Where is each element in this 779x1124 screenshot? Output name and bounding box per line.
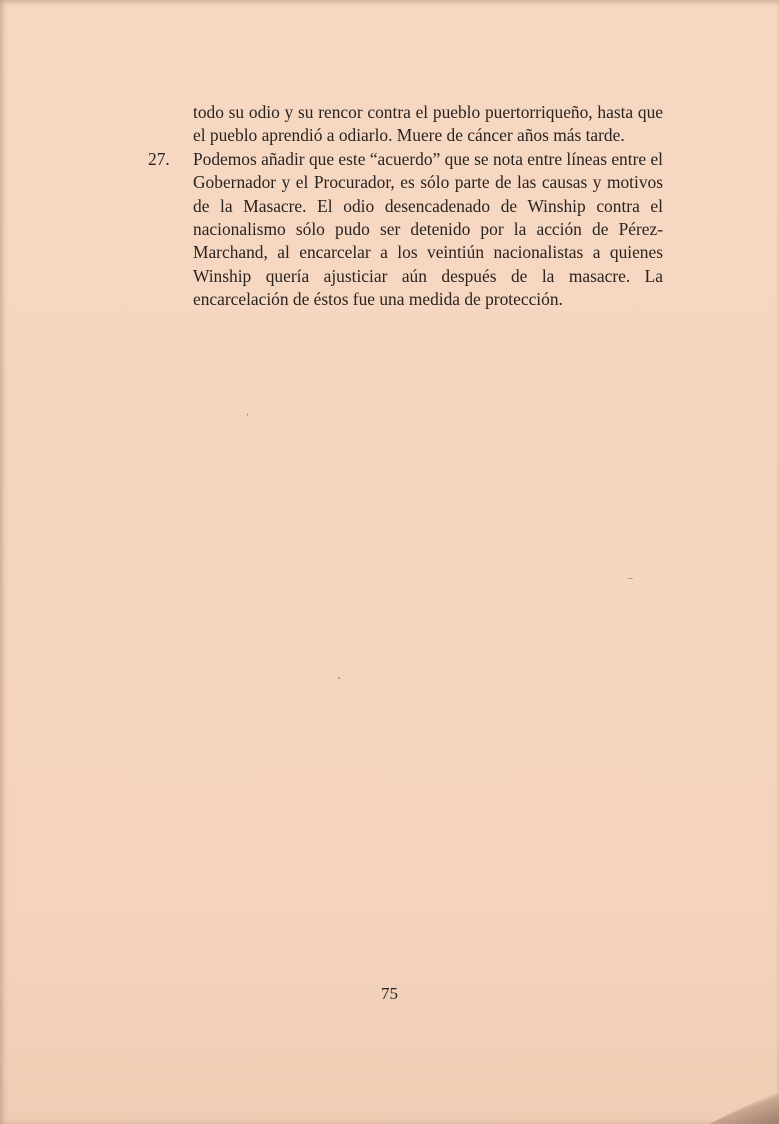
footnote-number: 27. [148,148,170,169]
page-body [148,101,663,312]
continued-paragraph: todo su odio y su rencor contra el pueblo puertorriqueño, hasta que el pueblo aprendió a odiarlo. Muere de cáncer años más tarde. [193,102,663,146]
paper-corner-curl [709,1090,779,1124]
page-number: 75 [381,984,398,1003]
footnote-item [148,148,663,312]
paper-speck [628,578,633,579]
footnote-text: Podemos añadir que este “acuerdo” que se nota entre líneas entre el Gobernador y el Procurador, es sólo parte de las causas y motivos de la Masacre. El odio desencadenado de Winship contra el nacionalismo sólo pudo ser detenido por la acción de Pérez-Marchand, al encarcelar a los veintiún nacionalistas a quienes Winship quería ajusticiar aún después de la masacre. La encarcelación de éstos fue una medida de protección. [193,148,663,310]
paper-speck [247,413,248,416]
paper-speck [338,677,340,679]
